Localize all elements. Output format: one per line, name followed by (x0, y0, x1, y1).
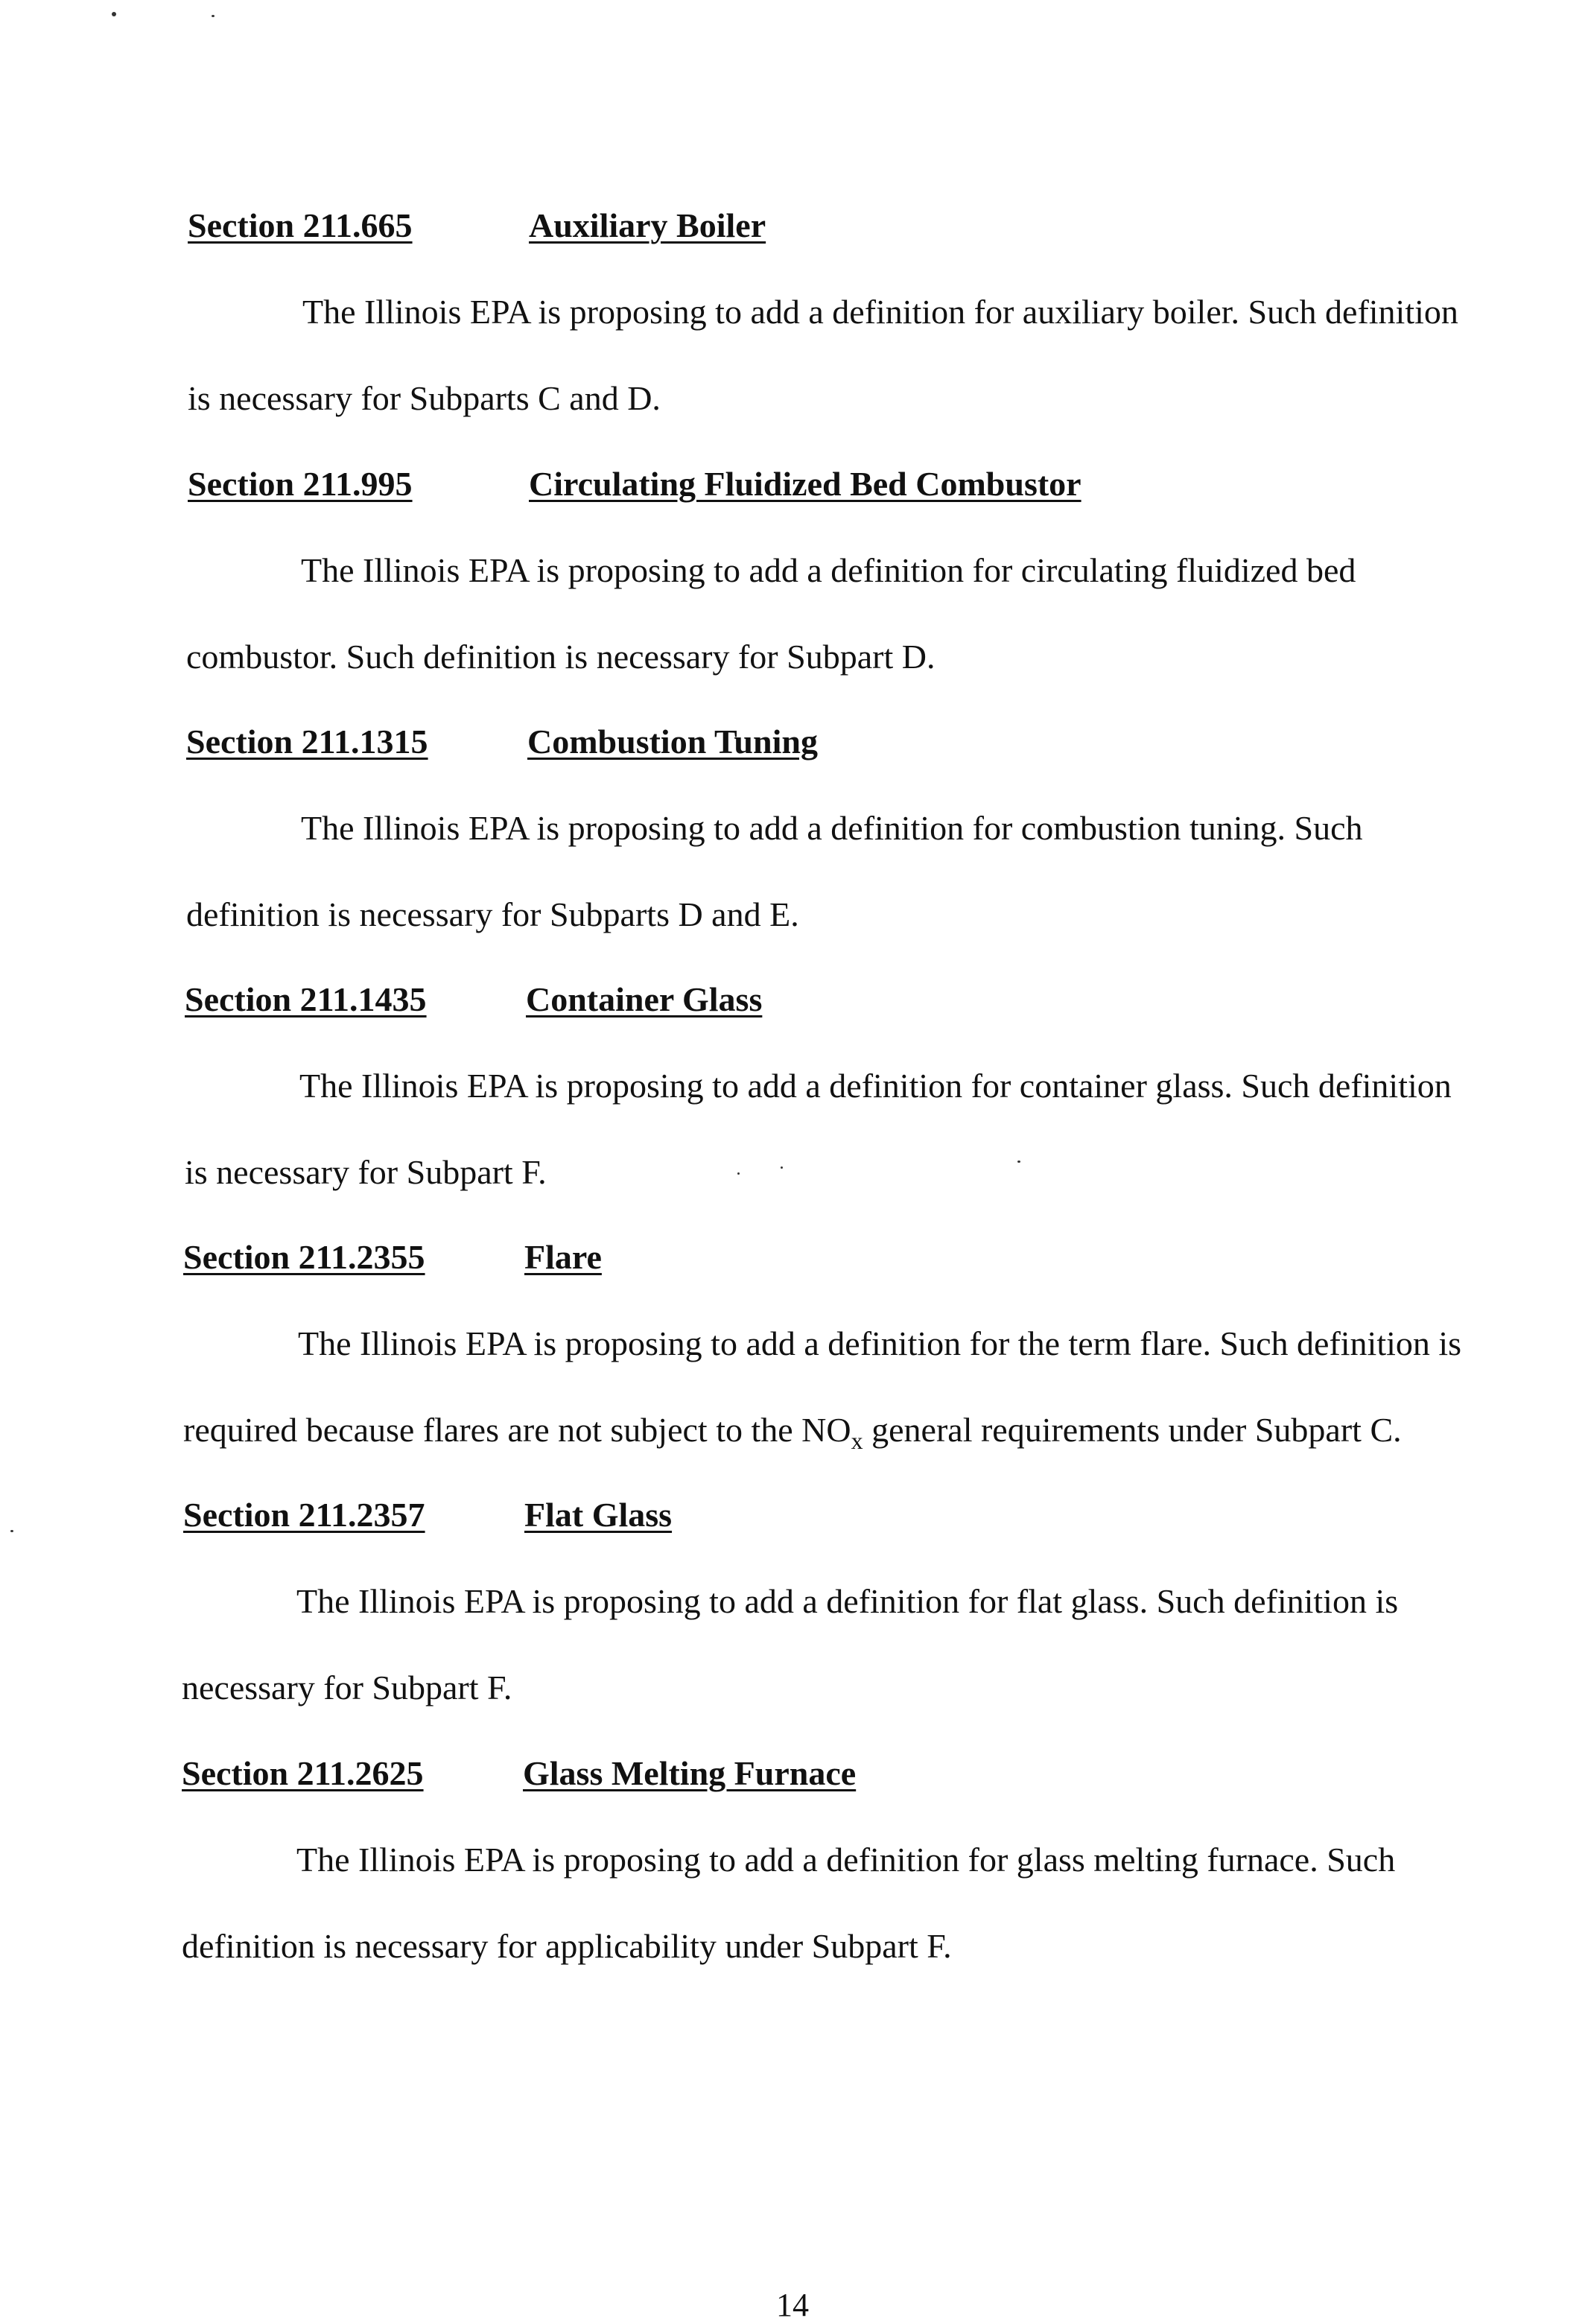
paragraph-line: The Illinois EPA is proposing to add a definition for combustion tuning. Such (301, 809, 1363, 847)
paragraph-line: The Illinois EPA is proposing to add a definition for flat glass. Such definition is (296, 1582, 1399, 1620)
section-title: Auxiliary Boiler (529, 206, 766, 244)
section-title: Circulating Fluidized Bed Combustor (529, 465, 1081, 503)
paragraph-line: The Illinois EPA is proposing to add a definition for the term flare. Such definition is (298, 1324, 1462, 1362)
section-number: Section 211.2357 (183, 1496, 425, 1534)
scan-speck (112, 12, 116, 16)
scan-speck (10, 1530, 13, 1532)
paragraph-line: combustor. Such definition is necessary for Subpart D. (186, 638, 936, 676)
section-heading (186, 721, 818, 763)
line-text: required because flares are not subject to the NO (183, 1411, 851, 1449)
section-number: Section 211.2625 (182, 1754, 424, 1792)
paragraph-line: The Illinois EPA is proposing to add a definition for circulating fluidized bed (301, 551, 1356, 589)
section-title: Glass Melting Furnace (523, 1754, 857, 1792)
section-number: Section 211.995 (188, 465, 413, 503)
section-paragraph (186, 785, 1585, 958)
paragraph-line: The Illinois EPA is proposing to add a definition for glass melting furnace. Such (296, 1841, 1396, 1879)
page-number: 14 (776, 2287, 809, 2323)
paragraph-line: The Illinois EPA is proposing to add a definition for auxiliary boiler. Such definition (302, 293, 1458, 331)
section-number: Section 211.665 (188, 206, 413, 244)
section-title: Flat Glass (524, 1496, 673, 1534)
section-number: Section 211.1435 (185, 980, 427, 1018)
section-number: Section 211.1315 (186, 723, 428, 761)
section-paragraph (182, 1558, 1582, 1731)
paragraph-line: is necessary for Subparts C and D. (188, 379, 661, 417)
section-heading (183, 1494, 672, 1536)
section-paragraph (185, 1043, 1585, 1216)
section-heading (185, 979, 762, 1020)
section-heading (182, 1753, 856, 1794)
paragraph-line: The Illinois EPA is proposing to add a definition for container glass. Such definition (299, 1067, 1452, 1105)
scan-speck (212, 15, 215, 17)
subscript-x: x (851, 1427, 863, 1454)
section-paragraph (182, 1817, 1582, 1990)
section-title: Flare (524, 1238, 602, 1276)
section-paragraph (186, 527, 1585, 700)
section-paragraph (188, 269, 1585, 442)
section-title: Combustion Tuning (527, 723, 818, 761)
paragraph-line: necessary for Subpart F. (182, 1669, 512, 1707)
section-heading (188, 205, 766, 247)
paragraph-line: is necessary for Subpart F. (185, 1153, 547, 1191)
line-text: general requirements under Subpart C. (863, 1411, 1402, 1449)
paragraph-line: definition is necessary for applicability under Subpart F. (182, 1927, 952, 1965)
paragraph-line: definition is necessary for Subparts D and E. (186, 895, 799, 933)
section-heading (183, 1236, 602, 1278)
section-heading (188, 463, 1081, 505)
section-title: Container Glass (526, 980, 763, 1018)
section-paragraph (183, 1301, 1584, 1473)
section-number: Section 211.2355 (183, 1238, 425, 1276)
paragraph-line (183, 1387, 1584, 1473)
